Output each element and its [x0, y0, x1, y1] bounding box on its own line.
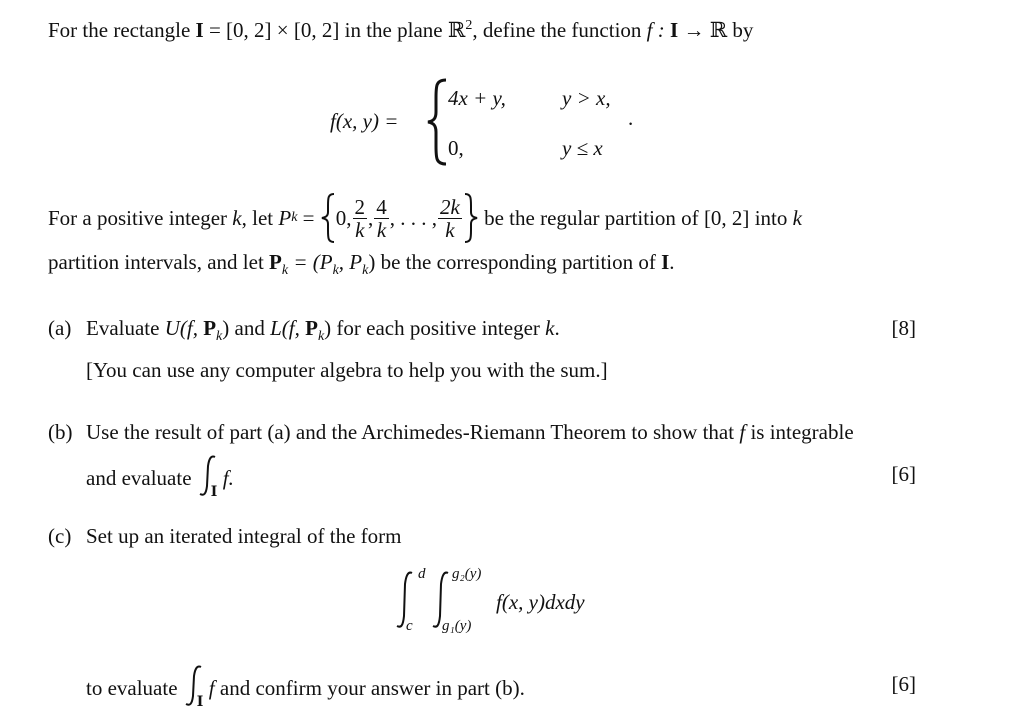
part-c-evaluate: to evaluate	[86, 675, 178, 700]
partition-equals: =	[302, 205, 315, 230]
outer-lower-limit: c	[406, 618, 413, 634]
partition-post: be the regular partition of	[484, 205, 699, 230]
integral-domain: I	[196, 694, 204, 710]
partition-pair-end: )	[368, 250, 376, 274]
pk-symbol: P	[278, 205, 292, 230]
part-a-note: [You can use any computer algebra to help you with the sum.]	[86, 358, 608, 382]
part-c-line-1: Set up an iterated integral of the form	[86, 524, 402, 548]
piecewise-brace	[424, 78, 450, 166]
fraction-denominator: k	[355, 217, 365, 242]
rect-symbol: I	[195, 18, 204, 42]
inner-upper-limit: g₂(y)	[452, 566, 482, 582]
lower-sum-close: )	[324, 316, 332, 340]
bold-p-symbol: P	[305, 316, 318, 340]
bold-p-subscript: k	[281, 263, 289, 279]
left-set-brace	[320, 192, 336, 244]
fraction-2k-over-k	[438, 196, 462, 241]
bold-p-symbol: P	[203, 316, 217, 340]
partition-pre: For a positive integer	[48, 205, 228, 230]
intro-line	[48, 18, 753, 43]
rect-def: = [0, 2] × [0, 2]	[203, 18, 340, 42]
part-a-marks: [8]	[891, 316, 916, 340]
codomain-symbol: ℝ	[709, 18, 728, 42]
fraction-4-over-k	[374, 196, 389, 241]
fraction-denominator: k	[445, 217, 455, 242]
intro-pre: For the rectangle	[48, 18, 191, 42]
part-a-dot: .	[554, 316, 560, 340]
part-b-marks: [6]	[891, 462, 916, 486]
fraction-denominator: k	[376, 217, 387, 242]
intro-post: , define the function	[472, 18, 642, 42]
bold-p-subscript: k	[216, 329, 223, 345]
map-arrow: →	[678, 18, 710, 42]
function-map: f :	[646, 18, 670, 42]
case1-expression: 4x + y,	[448, 86, 506, 110]
part-b-line-1	[86, 420, 854, 445]
k-variable: k	[792, 205, 802, 230]
partition-line2-pre: partition intervals, and let	[48, 250, 264, 274]
part-c-confirm: and confirm your answer in part (b).	[219, 675, 525, 700]
part-b-evaluate: and evaluate	[86, 465, 192, 490]
integrand-f: f	[208, 675, 215, 700]
partition-interval: [0, 2]	[703, 205, 750, 230]
partition-line-2	[48, 250, 675, 279]
integral-sign	[197, 458, 223, 498]
set-zero: 0,	[335, 205, 352, 230]
part-b-text: Use the result of part (a) and the Archimedes-Riemann Theorem to show that	[86, 420, 735, 444]
integrand-f: f.	[222, 465, 234, 490]
lower-sum: L(f,	[270, 316, 306, 340]
part-b-label: (b)	[48, 420, 73, 444]
pair-subscript-1: k	[332, 263, 339, 279]
integral-sign	[183, 668, 209, 708]
fraction-numerator: 4	[376, 194, 387, 219]
domain-symbol: I	[670, 18, 679, 42]
fraction-2-over-k	[353, 196, 368, 241]
case1-condition: y > x,	[562, 86, 611, 110]
outer-upper-limit: d	[418, 566, 426, 582]
function-symbol: f	[739, 420, 746, 444]
fraction-numerator: 2	[354, 194, 366, 219]
case2-condition: y ≤ x	[562, 136, 603, 160]
k-variable: k	[232, 205, 242, 230]
partition-pair: = (P	[288, 250, 333, 274]
part-c-label: (c)	[48, 524, 72, 548]
case2-expression: 0,	[448, 136, 464, 160]
part-b-line-2	[86, 458, 234, 498]
bold-p-subscript: k	[317, 329, 325, 345]
partition-into: into	[754, 205, 788, 230]
partition-dot: .	[669, 250, 675, 274]
set-dots: , . . . ,	[389, 205, 438, 230]
partition-line-1: For a positive integer k , let P k = 0, $\frac{2}{k}$ , $\frac{4}{k}$ , . . . , $\frac{2k}{k}$ be the regular partition of [0, 2] into k	[48, 188, 802, 248]
fraction-numerator: 2k	[440, 194, 460, 219]
pair-subscript-2: k	[362, 263, 369, 279]
intro-by: by	[732, 18, 754, 42]
piecewise-lhs: f(x, y) =	[330, 109, 399, 133]
intro-mid: in the plane	[344, 18, 443, 42]
part-b-text-post: is integrable	[750, 420, 854, 444]
partition-pair-mid: , P	[338, 250, 363, 274]
inner-lower-limit: g₁(y)	[442, 618, 472, 634]
part-c-marks: [6]	[891, 672, 916, 696]
iterated-integrand: f(x, y)dxdy	[496, 590, 585, 614]
upper-sum-close: )	[222, 316, 230, 340]
partition-let: , let	[241, 205, 274, 230]
piecewise-period: .	[628, 106, 634, 130]
part-a-post: for each positive integer	[336, 316, 540, 340]
rect-symbol: I	[661, 250, 670, 274]
partition-line2-post: be the corresponding partition of	[380, 250, 656, 274]
upper-sum: U(f,	[164, 316, 204, 340]
part-a-pre: Evaluate	[86, 316, 160, 340]
iterated-integral	[394, 566, 624, 636]
part-a-question	[86, 316, 560, 345]
k-variable: k	[545, 316, 555, 340]
right-set-brace	[463, 192, 479, 244]
part-a-label: (a)	[48, 316, 72, 340]
reals-exponent: 2	[465, 18, 473, 33]
reals-symbol: ℝ	[447, 18, 466, 42]
part-a-and: and	[234, 316, 265, 340]
bold-p-symbol: P	[269, 250, 282, 274]
integral-domain: I	[210, 484, 218, 500]
part-c-line-2	[86, 668, 525, 708]
